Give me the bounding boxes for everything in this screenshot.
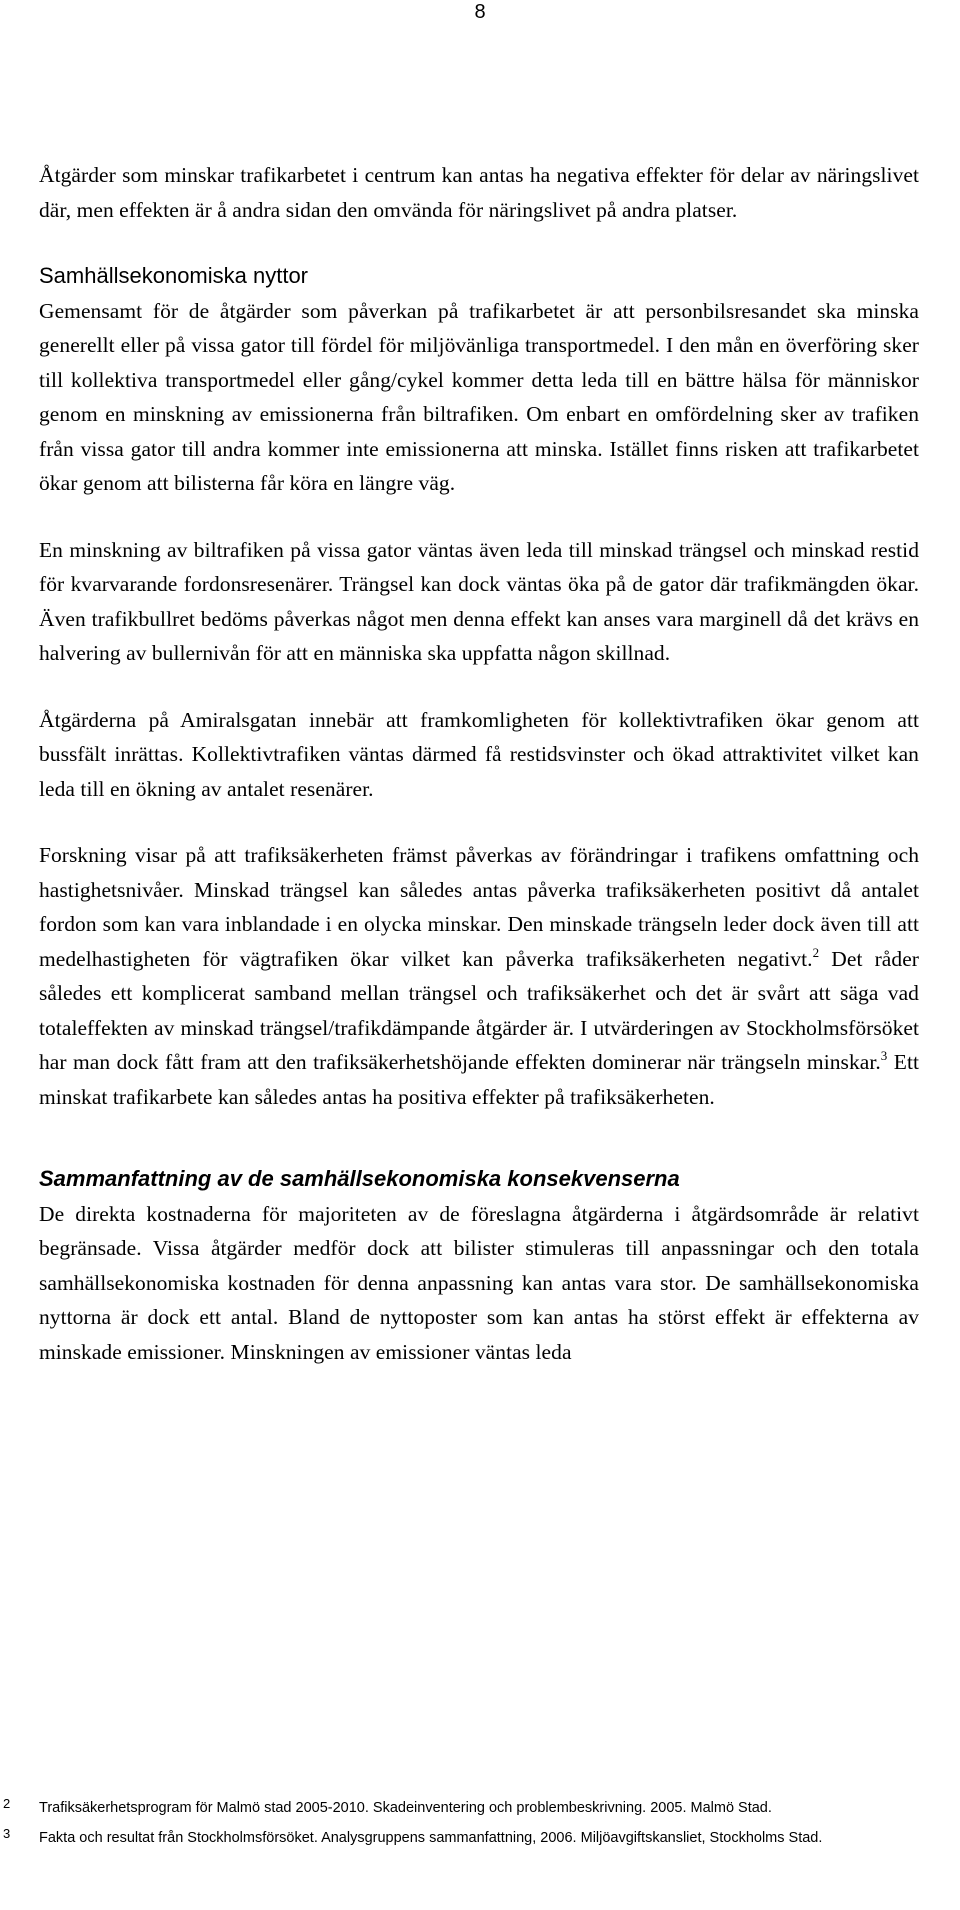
paragraph-amiralsgatan: Åtgärderna på Amiralsgatan innebär att framkomligheten för kollektivtrafiken ökar genom att bussfält inrättas. Kollektivtrafiken väntas därmed få restidsvinster och ökad attraktivitet vilket kan leda till en ökning av antalet resenärer.: [39, 707, 919, 801]
footnote-mark: 2: [3, 1796, 11, 1811]
paragraph-text: Ett minskat trafikarbete kan således antas ha positiva effekter på trafiksäkerheten.: [39, 1050, 919, 1109]
paragraph-trafikarbete-naringsliv: Åtgärder som minskar trafikarbetet i centrum kan antas ha negativa effekter för delar av näringslivet där, men effekten är å andra sidan den omvända för näringslivet på andra platser.: [39, 163, 919, 222]
paragraph-text: Forskning visar på att trafiksäkerheten främst påverkas av förändringar i trafikens omfattning och hastighetsnivåer. Minskad trängsel kan således antas påverka trafiksäkerheten positivt då antalet fordon som kan vara inblandade i en olycka minskar. Den minskade trängseln leder dock även till att medelhastigheten för vägtrafiken ökar vilket kan påverka trafiksäkerheten negativt.: [39, 843, 919, 971]
footnote: [0, 1798, 919, 1818]
page-number: 8: [474, 1, 486, 23]
footnote-text: Trafiksäkerhetsprogram för Malmö stad 2005-2010. Skadeinventering och problembeskrivning. 2005. Malmö Stad.: [39, 1800, 772, 1816]
footnotes: [0, 1798, 960, 1858]
paragraph-sammanfattning: De direkta kostnaderna för majoriteten av de föreslagna åtgärderna i åtgärdsområde är relativt begränsade. Vissa åtgärder medför dock att bilister stimuleras till anpassningar och den totala samhällsekonomiska kostnaden för denna anpassning kan antas vara stor. De samhällsekonomiska nyttorna är dock ett antal. Bland de nyttoposter som kan antas ha störst effekt är effekterna av minskade emissioner. Minskningen av emissioner väntas leda: [39, 1201, 919, 1364]
paragraph-text: Det råder således ett komplicerat samband mellan trängsel och trafiksäkerhet och det är svårt att säga vad totaleffekten av minskad trängsel/trafikdämpande åtgärder är. I utvärderingen av Stockholmsförsöket har man dock fått fram att den trafiksäkerhetshöjande effekten dominerar när trängseln minskar.: [39, 946, 920, 1074]
footnote: [0, 1828, 919, 1848]
footnote-text: Fakta och resultat från Stockholmsförsöket. Analysgruppens sammanfattning, 2006. Miljöavgiftskansliet, Stockholms Stad.: [39, 1830, 823, 1846]
paragraph-minskning-biltrafik: En minskning av biltrafiken på vissa gator väntas även leda till minskad trängsel och minskad restid för kvarvarande fordonsresenärer. Trängsel kan dock väntas öka på de gator där trafikmängden ökar. Även trafikbullret bedöms påverkas något men denna effekt kan anses vara marginell då det krävs en halvering av bullernivån för att en människa ska uppfatta någon skillnad.: [39, 537, 919, 665]
heading-sammanfattning: Sammanfattning av de samhällsekonomiska konsekvenserna: [39, 1166, 680, 1191]
heading-samhallsekonomiska-nyttor: Samhällsekonomiska nyttor: [39, 263, 309, 288]
document-body: [39, 158, 919, 1369]
footnote-reference[interactable]: 2: [812, 944, 820, 960]
paragraph-gemensamt-atgarder: Gemensamt för de åtgärder som påverkan på trafikarbetet är att personbilsresandet ska minska generellt eller på vissa gator till fördel för miljövänliga transportmedel. I den mån en överföring sker till kollektiva transportmedel eller gång/cykel kommer detta leda till en bättre hälsa för människor genom en minskning av emissionerna från biltrafiken. Om enbart en omfördelning sker av trafiken från vissa gator till andra kommer inte emissionerna att minska. Istället finns risken att trafikarbetet ökar genom att bilisterna får köra en längre väg.: [39, 298, 919, 495]
footnote-reference[interactable]: 3: [880, 1048, 888, 1063]
paragraph-trafiksakerhet: [39, 838, 919, 1114]
footnote-mark: 3: [3, 1826, 11, 1841]
